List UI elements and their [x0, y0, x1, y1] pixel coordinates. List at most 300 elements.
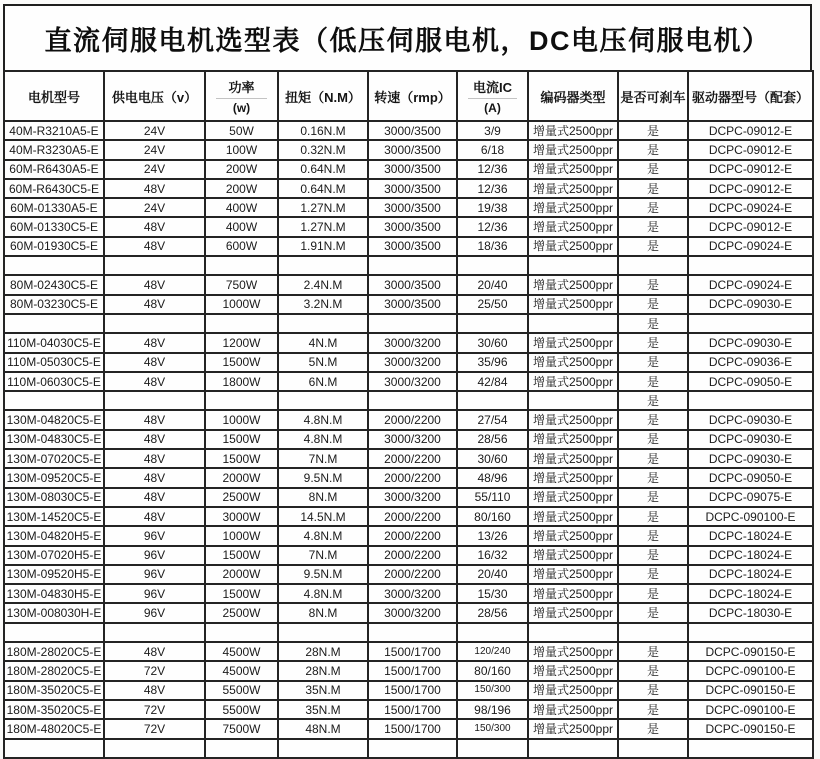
cell-speed: 1500/1700 [368, 700, 457, 719]
cell-voltage [104, 391, 205, 410]
cell-current: 12/36 [457, 217, 528, 236]
cell-power: 400W [205, 217, 278, 236]
cell-power: 200W [205, 179, 278, 198]
cell-speed: 3000/3500 [368, 295, 457, 314]
cell-driver: DCPC-18030-E [688, 603, 813, 622]
cell-driver: DCPC-090100-E [688, 700, 813, 719]
cell-voltage: 48V [104, 179, 205, 198]
cell-driver: DCPC-09012-E [688, 160, 813, 179]
cell-power: 5500W [205, 700, 278, 719]
cell-voltage [104, 623, 205, 642]
cell-torque: 0.32N.M [278, 140, 368, 159]
col-header-driver: 驱动器型号（配套） [688, 71, 813, 121]
cell-model: 80M-03230C5-E [4, 295, 104, 314]
cell-power: 50W [205, 121, 278, 140]
cell-brake: 是 [618, 295, 688, 314]
cell-model: 60M-01330C5-E [4, 217, 104, 236]
cell-torque: 1.91N.M [278, 237, 368, 256]
cell-speed [368, 314, 457, 333]
cell-model: 60M-01930C5-E [4, 237, 104, 256]
table-row [4, 739, 813, 758]
cell-encoder: 增量式2500ppr [528, 546, 618, 565]
cell-current: 20/40 [457, 565, 528, 584]
cell-voltage: 96V [104, 603, 205, 622]
cell-power: 3000W [205, 507, 278, 526]
cell-encoder [528, 623, 618, 642]
cell-encoder: 增量式2500ppr [528, 700, 618, 719]
cell-voltage: 48V [104, 295, 205, 314]
cell-current: 150/300 [457, 719, 528, 738]
cell-voltage: 96V [104, 584, 205, 603]
cell-speed: 3000/3500 [368, 160, 457, 179]
cell-torque: 4.8N.M [278, 584, 368, 603]
table-row [4, 333, 813, 352]
cell-speed: 3000/3200 [368, 333, 457, 352]
cell-encoder: 增量式2500ppr [528, 275, 618, 294]
cell-power: 2000W [205, 565, 278, 584]
cell-power [205, 623, 278, 642]
table-header [4, 71, 813, 121]
cell-brake [618, 739, 688, 758]
cell-encoder: 增量式2500ppr [528, 140, 618, 159]
cell-torque: 0.16N.M [278, 121, 368, 140]
cell-torque: 48N.M [278, 719, 368, 738]
cell-speed: 3000/3500 [368, 198, 457, 217]
table-row [4, 507, 813, 526]
cell-brake: 是 [618, 121, 688, 140]
cell-torque: 28N.M [278, 661, 368, 680]
cell-driver [688, 314, 813, 333]
cell-brake: 是 [618, 603, 688, 622]
cell-encoder: 增量式2500ppr [528, 217, 618, 236]
cell-brake: 是 [618, 314, 688, 333]
col-header-power-unit: (w) [232, 101, 251, 115]
cell-voltage: 48V [104, 333, 205, 352]
col-header-power [205, 71, 278, 121]
table-row [4, 314, 813, 333]
cell-model: 180M-48020C5-E [4, 719, 104, 738]
cell-brake: 是 [618, 681, 688, 700]
table-row [4, 546, 813, 565]
cell-driver [688, 391, 813, 410]
cell-model [4, 739, 104, 758]
cell-speed: 3000/3500 [368, 217, 457, 236]
cell-encoder: 增量式2500ppr [528, 430, 618, 449]
cell-brake: 是 [618, 160, 688, 179]
cell-torque: 6N.M [278, 372, 368, 391]
cell-driver: DCPC-09030-E [688, 410, 813, 429]
cell-torque: 3.2N.M [278, 295, 368, 314]
cell-brake: 是 [618, 179, 688, 198]
cell-speed: 2000/2200 [368, 468, 457, 487]
cell-driver: DCPC-18024-E [688, 546, 813, 565]
cell-voltage: 24V [104, 160, 205, 179]
col-header-encoder: 编码器类型 [528, 71, 618, 121]
cell-current: 16/32 [457, 546, 528, 565]
cell-model: 130M-04820C5-E [4, 410, 104, 429]
cell-power: 2500W [205, 603, 278, 622]
cell-brake: 是 [618, 140, 688, 159]
cell-voltage: 24V [104, 198, 205, 217]
cell-current [457, 314, 528, 333]
cell-voltage: 48V [104, 488, 205, 507]
cell-speed: 2000/2200 [368, 449, 457, 468]
cell-model: 130M-008030H-E [4, 603, 104, 622]
cell-voltage: 24V [104, 140, 205, 159]
cell-brake: 是 [618, 661, 688, 680]
cell-current: 25/50 [457, 295, 528, 314]
cell-encoder: 增量式2500ppr [528, 603, 618, 622]
cell-torque [278, 256, 368, 275]
cell-model: 40M-R3230A5-E [4, 140, 104, 159]
cell-brake: 是 [618, 526, 688, 545]
cell-speed: 2000/2200 [368, 526, 457, 545]
cell-speed: 3000/3200 [368, 372, 457, 391]
cell-power: 400W [205, 198, 278, 217]
cell-model: 180M-35020C5-E [4, 700, 104, 719]
cell-driver: DCPC-09024-E [688, 198, 813, 217]
cell-driver: DCPC-090100-E [688, 507, 813, 526]
cell-encoder: 增量式2500ppr [528, 719, 618, 738]
header-divider [216, 98, 267, 99]
cell-speed: 3000/3500 [368, 237, 457, 256]
table-row [4, 140, 813, 159]
cell-current [457, 391, 528, 410]
cell-current: 12/36 [457, 160, 528, 179]
col-header-current-main: 电流IC [472, 80, 512, 95]
col-header-torque: 扭矩（N.M） [278, 71, 368, 121]
cell-voltage: 24V [104, 121, 205, 140]
cell-model: 130M-04830H5-E [4, 584, 104, 603]
cell-torque [278, 739, 368, 758]
cell-encoder [528, 739, 618, 758]
cell-speed [368, 623, 457, 642]
cell-voltage [104, 256, 205, 275]
cell-encoder: 增量式2500ppr [528, 198, 618, 217]
cell-brake: 是 [618, 372, 688, 391]
cell-power: 4500W [205, 642, 278, 661]
cell-brake: 是 [618, 237, 688, 256]
table-row [4, 160, 813, 179]
cell-speed: 3000/3200 [368, 353, 457, 372]
table-row [4, 488, 813, 507]
cell-driver: DCPC-09012-E [688, 121, 813, 140]
cell-power: 5500W [205, 681, 278, 700]
cell-voltage: 72V [104, 661, 205, 680]
cell-brake [618, 623, 688, 642]
cell-current: 48/96 [457, 468, 528, 487]
cell-model: 130M-07020H5-E [4, 546, 104, 565]
table-row [4, 526, 813, 545]
cell-encoder: 增量式2500ppr [528, 237, 618, 256]
cell-torque: 0.64N.M [278, 160, 368, 179]
table-row [4, 565, 813, 584]
cell-model: 40M-R3210A5-E [4, 121, 104, 140]
cell-brake: 是 [618, 353, 688, 372]
cell-voltage [104, 314, 205, 333]
cell-current: 12/36 [457, 179, 528, 198]
cell-current: 150/300 [457, 681, 528, 700]
cell-encoder: 增量式2500ppr [528, 179, 618, 198]
cell-speed: 1500/1700 [368, 661, 457, 680]
cell-brake: 是 [618, 488, 688, 507]
cell-model: 110M-04030C5-E [4, 333, 104, 352]
cell-power: 200W [205, 160, 278, 179]
cell-brake: 是 [618, 565, 688, 584]
cell-model: 130M-04830C5-E [4, 430, 104, 449]
cell-current: 3/9 [457, 121, 528, 140]
cell-brake [618, 256, 688, 275]
cell-current: 15/30 [457, 584, 528, 603]
table-row [4, 121, 813, 140]
cell-current: 28/56 [457, 430, 528, 449]
cell-current: 55/110 [457, 488, 528, 507]
cell-model: 110M-06030C5-E [4, 372, 104, 391]
cell-speed: 3000/3500 [368, 179, 457, 198]
cell-current: 120/240 [457, 642, 528, 661]
cell-model: 180M-28020C5-E [4, 661, 104, 680]
cell-driver: DCPC-09012-E [688, 217, 813, 236]
table-row [4, 353, 813, 372]
cell-encoder: 增量式2500ppr [528, 507, 618, 526]
cell-driver: DCPC-090150-E [688, 681, 813, 700]
cell-current: 19/38 [457, 198, 528, 217]
cell-current: 98/196 [457, 700, 528, 719]
cell-model: 180M-28020C5-E [4, 642, 104, 661]
table-row [4, 661, 813, 680]
cell-model: 130M-08030C5-E [4, 488, 104, 507]
table-row [4, 391, 813, 410]
cell-voltage: 72V [104, 719, 205, 738]
cell-driver: DCPC-18024-E [688, 584, 813, 603]
cell-current: 27/54 [457, 410, 528, 429]
cell-current: 18/36 [457, 237, 528, 256]
col-header-brake: 是否可刹车 [618, 71, 688, 121]
cell-power: 1500W [205, 353, 278, 372]
cell-driver [688, 623, 813, 642]
cell-torque: 28N.M [278, 642, 368, 661]
cell-current: 42/84 [457, 372, 528, 391]
cell-brake: 是 [618, 198, 688, 217]
cell-driver: DCPC-09030-E [688, 333, 813, 352]
cell-speed: 2000/2200 [368, 546, 457, 565]
cell-voltage: 48V [104, 237, 205, 256]
cell-speed [368, 256, 457, 275]
cell-brake: 是 [618, 430, 688, 449]
cell-torque: 4.8N.M [278, 430, 368, 449]
cell-voltage: 48V [104, 430, 205, 449]
cell-encoder: 增量式2500ppr [528, 295, 618, 314]
cell-current [457, 256, 528, 275]
table-row [4, 256, 813, 275]
cell-voltage: 96V [104, 546, 205, 565]
cell-brake: 是 [618, 584, 688, 603]
cell-model [4, 314, 104, 333]
cell-brake: 是 [618, 410, 688, 429]
cell-speed: 3000/3200 [368, 584, 457, 603]
cell-speed: 3000/3500 [368, 275, 457, 294]
cell-model [4, 623, 104, 642]
cell-driver: DCPC-09024-E [688, 275, 813, 294]
table-row [4, 275, 813, 294]
cell-driver: DCPC-09012-E [688, 140, 813, 159]
header-divider [468, 98, 518, 99]
cell-power: 4500W [205, 661, 278, 680]
cell-model: 130M-04820H5-E [4, 526, 104, 545]
cell-torque: 4.8N.M [278, 526, 368, 545]
table-row [4, 372, 813, 391]
table-row [4, 700, 813, 719]
cell-power: 7500W [205, 719, 278, 738]
cell-current: 6/18 [457, 140, 528, 159]
cell-torque: 0.64N.M [278, 179, 368, 198]
header-row [4, 71, 813, 121]
cell-driver: DCPC-18024-E [688, 526, 813, 545]
table-row [4, 295, 813, 314]
cell-model: 80M-02430C5-E [4, 275, 104, 294]
cell-driver: DCPC-09030-E [688, 449, 813, 468]
cell-torque: 2.4N.M [278, 275, 368, 294]
cell-speed: 2000/2200 [368, 507, 457, 526]
cell-power: 1800W [205, 372, 278, 391]
cell-encoder [528, 391, 618, 410]
table-row [4, 719, 813, 738]
cell-voltage: 48V [104, 410, 205, 429]
cell-torque: 8N.M [278, 488, 368, 507]
cell-voltage: 48V [104, 372, 205, 391]
sheet-title-box [3, 4, 812, 70]
cell-speed: 3000/3200 [368, 430, 457, 449]
cell-current [457, 739, 528, 758]
table-row [4, 468, 813, 487]
cell-current: 30/60 [457, 449, 528, 468]
table-row [4, 217, 813, 236]
cell-torque: 35N.M [278, 681, 368, 700]
cell-torque: 9.5N.M [278, 565, 368, 584]
cell-encoder: 增量式2500ppr [528, 565, 618, 584]
cell-power [205, 739, 278, 758]
col-header-voltage: 供电电压（v） [104, 71, 205, 121]
motor-table [3, 70, 814, 759]
cell-voltage: 48V [104, 353, 205, 372]
cell-torque: 7N.M [278, 546, 368, 565]
cell-power: 1000W [205, 410, 278, 429]
cell-encoder: 增量式2500ppr [528, 353, 618, 372]
cell-torque: 14.5N.M [278, 507, 368, 526]
cell-voltage [104, 739, 205, 758]
cell-driver: DCPC-09050-E [688, 468, 813, 487]
cell-driver: DCPC-09036-E [688, 353, 813, 372]
cell-driver [688, 256, 813, 275]
cell-voltage: 48V [104, 449, 205, 468]
cell-brake: 是 [618, 642, 688, 661]
cell-voltage: 96V [104, 526, 205, 545]
cell-current: 13/26 [457, 526, 528, 545]
cell-torque: 7N.M [278, 449, 368, 468]
cell-voltage: 72V [104, 700, 205, 719]
cell-brake: 是 [618, 468, 688, 487]
cell-encoder: 增量式2500ppr [528, 488, 618, 507]
cell-power: 1000W [205, 526, 278, 545]
cell-power: 600W [205, 237, 278, 256]
cell-driver: DCPC-09075-E [688, 488, 813, 507]
cell-torque [278, 623, 368, 642]
cell-brake: 是 [618, 333, 688, 352]
cell-brake: 是 [618, 700, 688, 719]
cell-voltage: 48V [104, 507, 205, 526]
table-row [4, 642, 813, 661]
cell-power: 2500W [205, 488, 278, 507]
cell-driver: DCPC-090150-E [688, 719, 813, 738]
cell-driver: DCPC-090100-E [688, 661, 813, 680]
table-row [4, 449, 813, 468]
cell-model: 130M-09520H5-E [4, 565, 104, 584]
cell-speed: 3000/3200 [368, 603, 457, 622]
cell-power: 1500W [205, 430, 278, 449]
cell-speed: 1500/1700 [368, 719, 457, 738]
cell-speed: 3000/3500 [368, 140, 457, 159]
cell-voltage: 48V [104, 642, 205, 661]
cell-driver: DCPC-09024-E [688, 237, 813, 256]
cell-brake: 是 [618, 217, 688, 236]
cell-model: 130M-09520C5-E [4, 468, 104, 487]
cell-power: 1500W [205, 449, 278, 468]
cell-speed: 2000/2200 [368, 565, 457, 584]
cell-speed: 3000/3200 [368, 488, 457, 507]
cell-encoder: 增量式2500ppr [528, 468, 618, 487]
cell-encoder: 增量式2500ppr [528, 372, 618, 391]
cell-voltage: 48V [104, 275, 205, 294]
cell-torque [278, 314, 368, 333]
cell-brake: 是 [618, 719, 688, 738]
cell-model [4, 256, 104, 275]
table-row [4, 603, 813, 622]
cell-brake: 是 [618, 507, 688, 526]
cell-driver: DCPC-09012-E [688, 179, 813, 198]
cell-driver [688, 739, 813, 758]
cell-voltage: 96V [104, 565, 205, 584]
col-header-current [457, 71, 528, 121]
cell-power [205, 256, 278, 275]
table-row [4, 410, 813, 429]
cell-encoder [528, 314, 618, 333]
cell-model: 60M-R6430A5-E [4, 160, 104, 179]
cell-torque: 1.27N.M [278, 198, 368, 217]
cell-model [4, 391, 104, 410]
cell-speed: 1500/1700 [368, 642, 457, 661]
cell-encoder: 增量式2500ppr [528, 410, 618, 429]
cell-current: 20/40 [457, 275, 528, 294]
cell-voltage: 48V [104, 468, 205, 487]
cell-current: 80/160 [457, 507, 528, 526]
cell-model: 130M-07020C5-E [4, 449, 104, 468]
cell-voltage: 48V [104, 681, 205, 700]
cell-current: 80/160 [457, 661, 528, 680]
cell-current [457, 623, 528, 642]
cell-brake: 是 [618, 275, 688, 294]
cell-driver: DCPC-18024-E [688, 565, 813, 584]
cell-encoder: 增量式2500ppr [528, 121, 618, 140]
cell-encoder: 增量式2500ppr [528, 333, 618, 352]
cell-torque: 1.27N.M [278, 217, 368, 236]
cell-power: 2000W [205, 468, 278, 487]
col-header-speed: 转速（rmp） [368, 71, 457, 121]
cell-driver: DCPC-09030-E [688, 295, 813, 314]
cell-encoder: 增量式2500ppr [528, 642, 618, 661]
cell-torque: 5N.M [278, 353, 368, 372]
table-row [4, 584, 813, 603]
cell-model: 180M-35020C5-E [4, 681, 104, 700]
